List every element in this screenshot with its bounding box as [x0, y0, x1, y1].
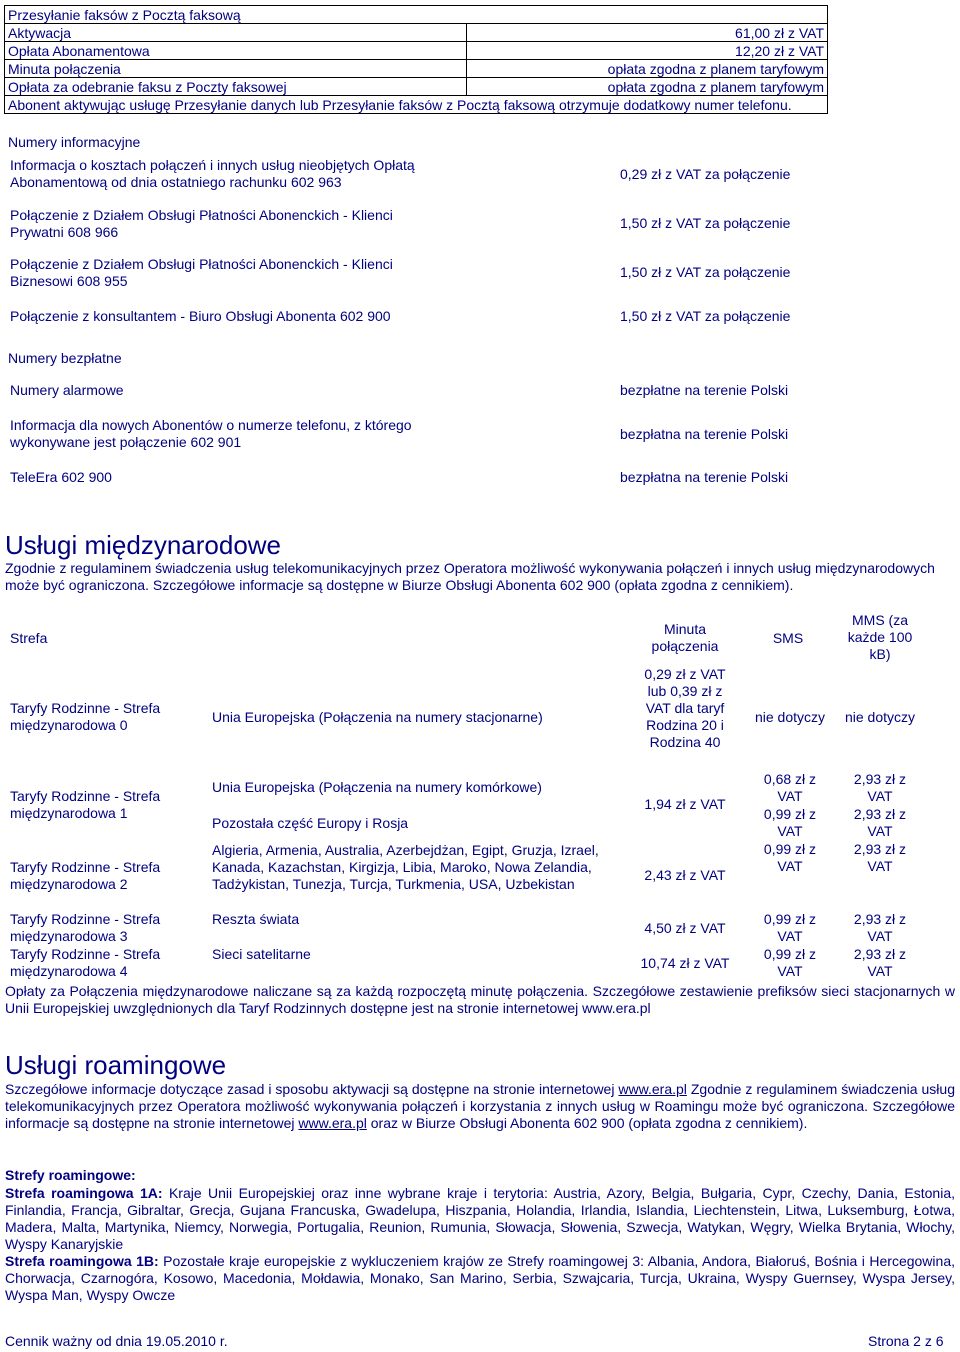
intl-sms: 0,99 zł z VAT — [763, 946, 817, 979]
intl-sms: nie dotyczy — [754, 709, 826, 725]
table-row — [5, 42, 828, 60]
intl-zone: Taryfy Rodzinne - Strefa międzynarodowa 4 — [10, 946, 161, 979]
fax-label: Opłata Abonamentowa — [5, 42, 467, 60]
intl-mms: 2,93 zł z VAT — [853, 841, 907, 874]
free-value: bezpłatne na terenie Polski — [620, 382, 789, 398]
intl-minute: 4,50 zł z VAT — [644, 920, 726, 936]
intl-zone: Taryfy Rodzinne - Strefa międzynarodowa 3 — [10, 911, 161, 944]
intl-heading: Usługi międzynarodowe — [5, 530, 282, 560]
intl-header-mms: MMS (za każde 100 kB) — [847, 612, 913, 662]
intl-mms: 2,93 zł z VAT — [853, 946, 907, 979]
fax-value: 12,20 zł z VAT — [466, 42, 827, 60]
table-row — [5, 24, 828, 42]
intl-footnote: Opłaty za Połączenia międzynarodowe naliczane są za każdą rozpoczętą minutę połączenia. Szczegółowe zestawienie prefiksów sieci stacjonarnych w Unii Europejskiej uwzględnionych dla Taryf Rodzinnych dostępne jest na stronie internetowej www.era.pl — [5, 983, 955, 1016]
free-value: bezpłatna na terenie Polski — [620, 426, 789, 442]
intl-intro: Zgodnie z regulaminem świadczenia usług telekomunikacyjnych przez Operatora możliwość wykonywania połączeń i innych usług międzynarodowych może być ograniczona. Szczegółowe informacje są dostępne w Biurze Obsługi Abonenta 602 900 (opłata zgodna z cennikiem). — [5, 560, 935, 593]
free-label: Numery alarmowe — [10, 382, 124, 398]
fax-value: opłata zgodna z planem taryfowym — [466, 60, 827, 78]
intl-mms: 2,93 zł z VAT — [853, 771, 907, 804]
fax-value: opłata zgodna z planem taryfowym — [466, 78, 827, 96]
info-value: 1,50 zł z VAT za połączenie — [620, 264, 791, 280]
intl-dest: Algieria, Armenia, Australia, Azerbejdżan, Egipt, Gruzja, Izrael, Kanada, Kazachstan, Kirgizja, Libia, Maroko, Nowa Zelandia, Tadżykistan, Tunezja, Turcja, Turkmenia, USA, Uzbekistan — [212, 842, 599, 892]
fax-note: Abonent aktywując usługę Przesyłanie danych lub Przesyłanie faksów z Pocztą faksową otrzymuje dodatkowy numer telefonu. — [5, 96, 828, 114]
intl-dest: Unia Europejska (Połączenia na numery komórkowe) — [212, 779, 542, 795]
intl-mms: 2,93 zł z VAT — [853, 806, 907, 839]
intl-zone: Taryfy Rodzinne - Strefa międzynarodowa 2 — [10, 859, 161, 892]
roaming-intro: Szczegółowe informacje dotyczące zasad i sposobu aktywacji są dostępne na stronie internetowej www.era.pl Zgodnie z regulaminem świadczenia usług telekomunikacyjnych przez Operatora możliwość wykonywania połączeń i korzystania z innych usług w Roamingu może być ograniczona. Szczegółowe informacje są dostępne na stronie internetowej www.era.pl oraz w Biurze Obsługi Abonenta 602 900 (opłata zgodna z cennikiem). — [5, 1081, 955, 1131]
intl-mms: nie dotyczy — [844, 709, 916, 725]
intl-dest: Sieci satelitarne — [212, 946, 311, 962]
intl-dest: Unia Europejska (Połączenia na numery stacjonarne) — [212, 709, 543, 725]
info-label: Informacja o kosztach połączeń i innych usług nieobjętych Opłatą Abonamentową od dnia ostatniego rachunku 602 963 — [10, 157, 415, 190]
free-label: Informacja dla nowych Abonentów o numerze telefonu, z którego wykonywane jest połączenie 602 901 — [10, 417, 412, 450]
intl-mms: 2,93 zł z VAT — [853, 911, 907, 944]
intl-header-zone: Strefa — [10, 630, 48, 646]
roaming-zone-1b: Strefa roamingowa 1B: Pozostałe kraje europejskie z wykluczeniem krajów ze Strefy roamingowej 3: Albania, Andora, Białoruś, Bośnia i Hercegowina, Chorwacja, Czarnogóra, Kosowo, Macedonia, Mołdawia, Monako, San Marino, Serbia, Szwajcaria, Turcja, Ukraina, Wyspy Guernsey, Wyspa Jersey, Wyspa Man, Wyspy Owcze — [5, 1253, 955, 1303]
roaming-zones-title: Strefy roamingowe: — [5, 1167, 136, 1183]
roaming-heading: Usługi roamingowe — [5, 1050, 227, 1080]
era-link[interactable]: www.era.pl — [298, 1115, 367, 1131]
free-value: bezpłatna na terenie Polski — [620, 469, 789, 485]
free-label: TeleEra 602 900 — [10, 469, 112, 485]
info-label: Połączenie z Działem Obsługi Płatności Abonenckich - Klienci Biznesowi 608 955 — [10, 256, 393, 289]
fax-label: Aktywacja — [5, 24, 467, 42]
intl-zone: Taryfy Rodzinne - Strefa międzynarodowa 1 — [10, 788, 161, 821]
intl-header-minute: Minuta połączenia — [651, 621, 719, 654]
intl-sms: 0,68 zł z VAT — [763, 771, 817, 804]
fax-title: Przesyłanie faksów z Pocztą faksową — [5, 6, 828, 24]
free-numbers-title: Numery bezpłatne — [8, 350, 122, 366]
intl-minute: 0,29 zł z VAT lub 0,39 zł z VAT dla taryf Rodzina 20 i Rodzina 40 — [644, 666, 726, 750]
footer-validity: Cennik ważny od dnia 19.05.2010 r. — [5, 1333, 228, 1349]
intl-dest: Reszta świata — [212, 911, 300, 927]
intl-sms: 0,99 zł z VAT — [763, 841, 817, 874]
table-row — [5, 60, 828, 78]
intl-dest: Pozostała część Europy i Rosja — [212, 815, 409, 831]
fax-label: Minuta połączenia — [5, 60, 467, 78]
info-label: Połączenie z konsultantem - Biuro Obsługi Abonenta 602 900 — [10, 308, 391, 324]
intl-zone: Taryfy Rodzinne - Strefa międzynarodowa 0 — [10, 700, 161, 733]
info-value: 1,50 zł z VAT za połączenie — [620, 215, 791, 231]
info-label: Połączenie z Działem Obsługi Płatności Abonenckich - Klienci Prywatni 608 966 — [10, 207, 393, 240]
intl-minute: 2,43 zł z VAT — [644, 867, 726, 883]
fax-table — [4, 5, 828, 114]
roaming-zone-1a: Strefa roamingowa 1A: Kraje Unii Europejskiej oraz inne wybrane kraje i terytoria: Austria, Azory, Belgia, Bułgaria, Cypr, Czechy, Dania, Estonia, Finlandia, Francja, Gibraltar, Grecja, Gujana Francuska, Gwadelupa, Hiszpania, Holandia, Irlandia, Islandia, Liechtenstein, Litwa, Luksemburg, Łotwa, Madera, Malta, Martynika, Niemcy, Norwegia, Portugalia, Reunion, Rumunia, Słowacja, Słowenia, Szwecja, Watykan, Węgry, Wielka Brytania, Włochy, Wyspy Kanaryjskie — [5, 1185, 955, 1252]
fax-value: 61,00 zł z VAT — [466, 24, 827, 42]
intl-sms: 0,99 zł z VAT — [763, 911, 817, 944]
fax-label: Opłata za odebranie faksu z Poczty faksowej — [5, 78, 467, 96]
table-row — [5, 78, 828, 96]
info-value: 1,50 zł z VAT za połączenie — [620, 308, 791, 324]
intl-sms: 0,99 zł z VAT — [763, 806, 817, 839]
info-value: 0,29 zł z VAT za połączenie — [620, 166, 791, 182]
intl-header-sms: SMS — [772, 630, 804, 646]
intl-minute: 10,74 zł z VAT — [640, 955, 730, 971]
era-link[interactable]: www.era.pl — [618, 1081, 687, 1097]
page-number: Strona 2 z 6 — [868, 1333, 944, 1349]
intl-minute: 1,94 zł z VAT — [644, 796, 726, 812]
info-numbers-title: Numery informacyjne — [8, 134, 141, 150]
